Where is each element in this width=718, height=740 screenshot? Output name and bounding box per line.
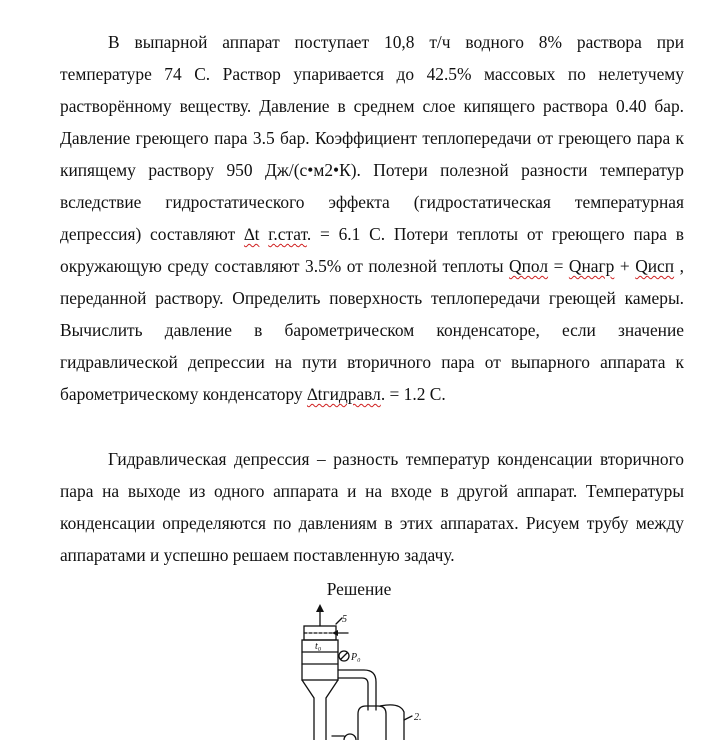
- explanation-paragraph: Гидравлическая депрессия – разность температур конденсации вторичного пара на выходе из одного аппарата и на входе в другой аппарат. Температуры конденсации определяются по давлениям в этих аппаратах. Рисуем трубу между аппаратами и успешно решаем поставленную задачу.: [60, 449, 684, 565]
- bottom-gauge-icon: [344, 734, 356, 740]
- text-run: . = 1.2 С.: [380, 384, 446, 404]
- evaporator-diagram: [280, 602, 440, 740]
- vapor-outlet-arrow-icon: [316, 604, 324, 612]
- text-run: +: [614, 256, 636, 276]
- label-5: 5: [342, 614, 347, 625]
- q-useful-term: Qпол: [509, 256, 549, 276]
- q-heating-term: Qнагр: [568, 256, 615, 276]
- text-run: , переданной раствору. Определить поверхность теплопередачи греющей камеры. Вычислить давление в барометрическом конденсаторе, если значение гидравлической депрессии на пути вторичного пара от выпарного аппарата к барометрическому конденсатору: [60, 256, 684, 404]
- q-evaporation-term: Qисп: [635, 256, 675, 276]
- vapor-pipe-outer: [338, 670, 376, 710]
- condenser-shell: [380, 705, 404, 740]
- text-run: [259, 224, 268, 244]
- problem-statement-paragraph: [60, 26, 684, 410]
- hydrostatic-subscript: г.стат: [268, 224, 307, 244]
- evaporator-cone: [302, 680, 338, 740]
- solution-heading: Решение: [326, 579, 392, 599]
- label-p0: P₀: [351, 652, 361, 663]
- text-run: =: [548, 256, 569, 276]
- condenser-vessel: [358, 706, 386, 740]
- hydraulic-depression-term: ∆tгидравл: [306, 384, 381, 404]
- label-2: 2.: [414, 712, 422, 723]
- delta-t-symbol: ∆t: [243, 224, 260, 244]
- text-run: . = 6.1 С. Потери теплоты от греющего пара в окружающую среду составляют 3.5% от полезной теплоты: [60, 224, 684, 276]
- inlet-arrow-icon: [332, 630, 338, 636]
- label-t0: t₀: [315, 641, 322, 652]
- evaporator-diagram-svg: [280, 602, 440, 740]
- text-run: В выпарной аппарат поступает 10,8 т/ч водного 8% раствора при температуре 74 С. Раствор упаривается до 42.5% массовых по нелетучему растворённому веществу. Давление в среднем слое кипящего раствора 0.40 бар. Давление греющего пара 3.5 бар. Коэффициент теплопередачи от греющего пара к кипящему раствору 950 Дж/(с•м2•К). Потери полезной разности температур вследствие гидростатического эффекта (гидростатическая температурная депрессия) составляют: [60, 32, 684, 244]
- vapor-pipe-inner: [338, 678, 368, 710]
